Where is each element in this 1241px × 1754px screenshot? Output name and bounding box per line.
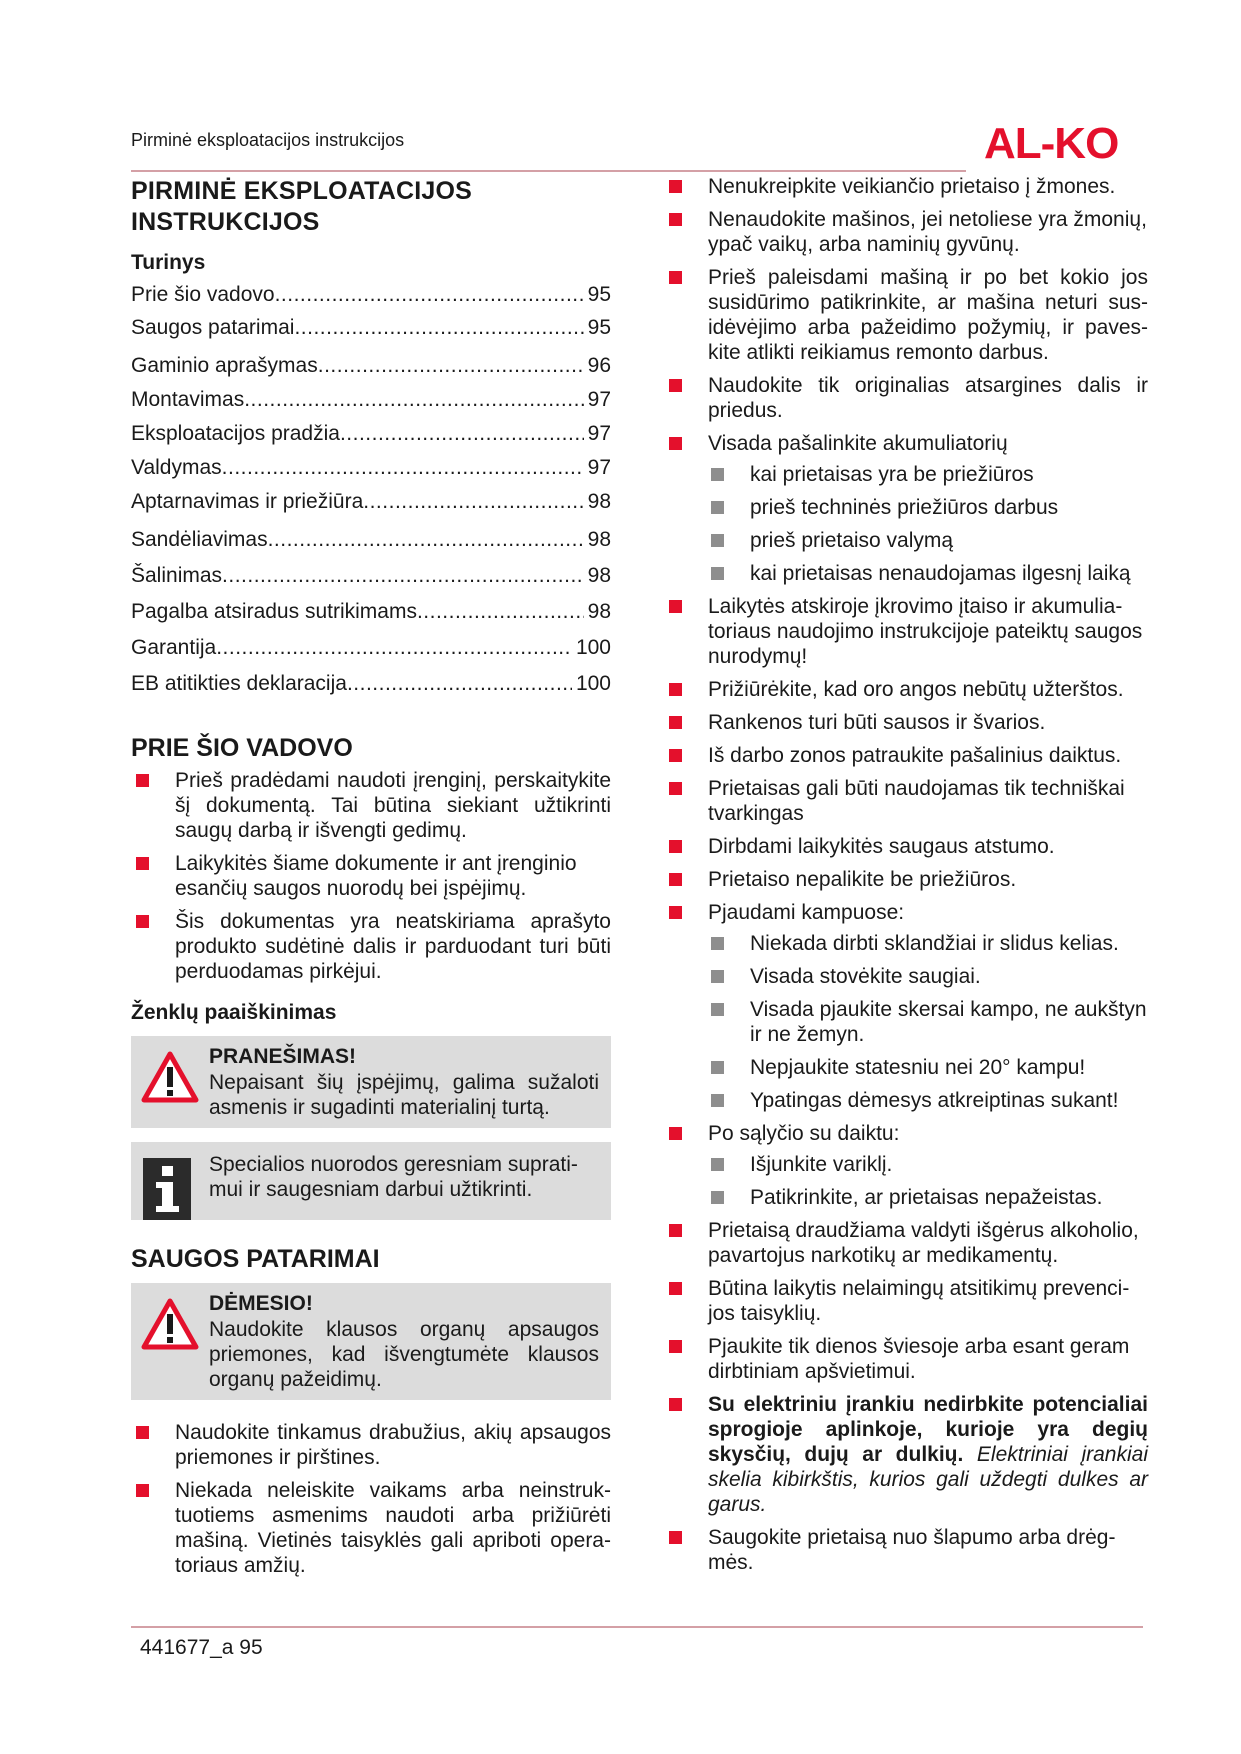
bullet-square-icon: [669, 683, 682, 696]
sub-bullet-square-icon: [711, 468, 724, 481]
sub-bullet-square-icon: [711, 1094, 724, 1107]
slope-sublist: [708, 931, 1148, 1113]
list-item: Prieš pradėdami naudoti įrenginį, perskaitykite šį dokumentą. Tai būtina siekiant užtikrinti saugų darbą ir išvengti gedimų.: [131, 768, 611, 843]
notice-text: Nepaisant šių įspėjimų, galima sužaloti asmenis ir sugadinti materialinį turtą.: [209, 1071, 599, 1119]
sub-bullet-square-icon: [711, 1003, 724, 1016]
page-header-title: Pirminė eksploatacijos instrukcijos: [131, 130, 405, 150]
list-item: Būtina laikytis nelaimingų atsitikimų prevencijos taisyklių.: [664, 1276, 1148, 1326]
bullet-square-icon: [669, 1224, 682, 1237]
info-box: [131, 1142, 611, 1220]
sub-list-item: kai prietaisas nenaudojamas ilgesnį laiką: [708, 561, 1148, 586]
list-item: Prietaisas gali būti naudojamas tik techniškai tvarkingas: [664, 776, 1148, 826]
toc-row: Pagalba atsiradus sutrikimams ..... 98: [131, 599, 611, 625]
battery-sublist: [708, 462, 1148, 586]
bullet-square-icon: [669, 1398, 682, 1411]
left-column: [131, 174, 611, 1586]
alko-logo: [984, 118, 1144, 166]
sub-bullet-square-icon: [711, 534, 724, 547]
safety-list: [131, 1420, 611, 1578]
sub-list-item: Niekada dirbti sklandžiai ir slidus kelias.: [708, 931, 1148, 956]
header-rule: [131, 170, 966, 172]
attention-box: [131, 1283, 611, 1400]
list-item: Po sąlyčio su daiktu: Išjunkite variklį. Patikrinkite, ar prietaisas nepažeistas.: [664, 1121, 1148, 1210]
list-item: Iš darbo zonos patraukite pašalinius daiktus.: [664, 743, 1148, 768]
bullet-square-icon: [136, 1484, 149, 1497]
list-item: Dirbdami laikykitės saugaus atstumo.: [664, 834, 1148, 859]
sub-bullet-square-icon: [711, 567, 724, 580]
list-item: Laikytės atskiroje įkrovimo įtaiso ir akumuliatoriaus naudojimo instrukcijoje pateiktų saugos nurodymų!: [664, 594, 1148, 669]
toc-row: Eksploatacijos pradžia ..... 97: [131, 421, 611, 447]
list-item: Rankenos turi būti sausos ir švarios.: [664, 710, 1148, 735]
about-heading: PRIE ŠIO VADOVO: [131, 734, 353, 762]
sub-bullet-square-icon: [711, 937, 724, 950]
sub-bullet-square-icon: [711, 1061, 724, 1074]
safety-heading: SAUGOS PATARIMAI: [131, 1245, 380, 1273]
footer-page-number: 441677_a 95: [140, 1636, 263, 1659]
list-item: Naudokite tinkamus drabužius, akių apsaugos priemones ir pirštines.: [131, 1420, 611, 1470]
attention-text: Naudokite klausos organų apsaugos priemones, kad išvengtumėte klausos organų pažeidimų.: [209, 1318, 599, 1391]
toc-row: Šalinimas ..... 98: [131, 563, 611, 589]
sub-bullet-square-icon: [711, 1191, 724, 1204]
toc-row: Montavimas ..... 97: [131, 387, 611, 413]
bullet-square-icon: [669, 379, 682, 392]
list-item: Naudokite tik originalias atsargines dalis ir priedus.: [664, 373, 1148, 423]
bullet-square-icon: [136, 774, 149, 787]
bullet-square-icon: [669, 600, 682, 613]
bullet-square-icon: [669, 906, 682, 919]
table-of-contents: [131, 282, 611, 697]
sub-bullet-square-icon: [711, 970, 724, 983]
sub-list-item: Nepjaukite statesniu nei 20° kampu!: [708, 1055, 1148, 1080]
bullet-square-icon: [669, 180, 682, 193]
list-item: Pjaukite tik dienos šviesoje arba esant geram dirbtiniam apšvietimui.: [664, 1334, 1148, 1384]
list-item: Saugokite prietaisą nuo šlapumo arba drėgmės.: [664, 1525, 1148, 1575]
toc-row: Gaminio aprašymas ..... 96: [131, 353, 611, 379]
bullet-square-icon: [669, 213, 682, 226]
list-item: Prižiūrėkite, kad oro angos nebūtų užterštos.: [664, 677, 1148, 702]
toc-row: Valdymas ..... 97: [131, 455, 611, 481]
sub-bullet-square-icon: [711, 1158, 724, 1171]
right-column: [664, 174, 1148, 1583]
footer-rule: [131, 1626, 1143, 1628]
list-item: Nenukreipkite veikiančio prietaiso į žmones.: [664, 174, 1148, 199]
bullet-square-icon: [669, 1127, 682, 1140]
toc-row: Sandėliavimas ..... 98: [131, 527, 611, 553]
svg-text:AL-KO: AL-KO: [984, 119, 1119, 166]
sub-list-item: Išjunkite variklį.: [708, 1152, 1148, 1177]
bullet-square-icon: [669, 840, 682, 853]
sub-list-item: prieš prietaiso valymą: [708, 528, 1148, 553]
bullet-square-icon: [669, 1282, 682, 1295]
toc-row: Prie šio vadovo ..... 95: [131, 282, 611, 308]
list-item: Pjaudami kampuose: Niekada dirbti sklandžiai ir slidus kelias. Visada stovėkite saugiai. Visada pjaukite skersai kampo, ne aukštyn ir ne žemyn. Nepjaukite statesniu nei 20° kampu! Ypatingas dėmesys atkreiptinas sukant!: [664, 900, 1148, 1113]
notice-box: [131, 1036, 611, 1128]
list-item: Visada pašalinkite akumuliatorių kai prietaisas yra be priežiūros prieš techninės priežiūros darbus prieš prietaiso valymą kai prietaisas nenaudojamas ilgesnį laiką: [664, 431, 1148, 586]
list-item: Nenaudokite mašinos, jei netoliese yra žmonių, ypač vaikų, arba naminių gyvūnų.: [664, 207, 1148, 257]
list-item: Laikykitės šiame dokumente ir ant įrenginio esančių saugos nuorodų bei įspėjimų.: [131, 851, 611, 901]
bullet-square-icon: [669, 271, 682, 284]
sub-list-item: Ypatingas dėmesys atkreiptinas sukant!: [708, 1088, 1148, 1113]
bullet-square-icon: [136, 857, 149, 870]
bullet-square-icon: [136, 915, 149, 928]
list-item: Niekada neleiskite vaikams arba neinstruktuotiems asmenims naudoti arba prižiūrėti mašiną. Vietinės taisyklės gali apriboti operatoriaus amžių.: [131, 1478, 611, 1578]
warning-triangle-icon: [141, 1050, 199, 1104]
sub-bullet-square-icon: [711, 501, 724, 514]
about-list: [131, 768, 611, 984]
bullet-square-icon: [669, 437, 682, 450]
contact-sublist: [708, 1152, 1148, 1210]
toc-row: Garantija ..... 100: [131, 635, 611, 661]
list-item: Prieš paleisdami mašiną ir po bet kokio jos susidūrimo patikrinkite, ar mašina neturi susidėvėjimo arba pažeidimo požymių, ir paveskite atlikti reikiamus remonto darbus.: [664, 265, 1148, 365]
sub-list-item: prieš techninės priežiūros darbus: [708, 495, 1148, 520]
toc-row: EB atitikties deklaracija ..... 100: [131, 671, 611, 697]
warning-triangle-icon: [141, 1297, 199, 1351]
toc-row: Aptarnavimas ir priežiūra ..... 98: [131, 489, 611, 515]
sub-list-item: Visada pjaukite skersai kampo, ne aukštyn ir ne žemyn.: [708, 997, 1148, 1047]
sub-list-item: Visada stovėkite saugiai.: [708, 964, 1148, 989]
info-icon: [143, 1158, 191, 1220]
info-text: Specialios nuorodos geresniam supratimui ir saugesniam darbui užtikrinti.: [209, 1153, 578, 1201]
bullet-square-icon: [669, 749, 682, 762]
sub-list-item: kai prietaisas yra be priežiūros: [708, 462, 1148, 487]
bullet-square-icon: [669, 1340, 682, 1353]
sub-list-item: Patikrinkite, ar prietaisas nepažeistas.: [708, 1185, 1148, 1210]
main-title: PIRMINĖ EKSPLOATACIJOS INSTRUKCIJOS: [131, 177, 473, 236]
list-item: Prietaisą draudžiama valdyti išgėrus alkoholio, pavartojus narkotikų ar medikamentų.: [664, 1218, 1148, 1268]
list-item: Su elektriniu įrankiu nedirbkite potencialiai sprogioje aplinkoje, kurioje yra degių skysčių, dujų ar dulkių. Elektriniai įrankiai skelia kibirkštis, kurios gali uždegti dulkes ar garus.: [664, 1392, 1148, 1517]
notice-title: PRANEŠIMAS!: [209, 1045, 357, 1068]
attention-title: DĖMESIO!: [209, 1292, 313, 1315]
bullet-square-icon: [669, 1531, 682, 1544]
bullet-square-icon: [136, 1426, 149, 1439]
toc-row: Saugos patarimai ..... 95: [131, 315, 611, 341]
bullet-square-icon: [669, 873, 682, 886]
bullet-square-icon: [669, 782, 682, 795]
safety-list-continued: [664, 174, 1148, 1575]
signs-heading: Ženklų paaiškinimas: [131, 1001, 337, 1024]
list-item: Šis dokumentas yra neatskiriama aprašyto produkto sudėtinė dalis ir parduodant turi būti perduodamas pirkėjui.: [131, 909, 611, 984]
toc-heading: Turinys: [131, 251, 206, 274]
bullet-square-icon: [669, 716, 682, 729]
list-item: Prietaiso nepalikite be priežiūros.: [664, 867, 1148, 892]
